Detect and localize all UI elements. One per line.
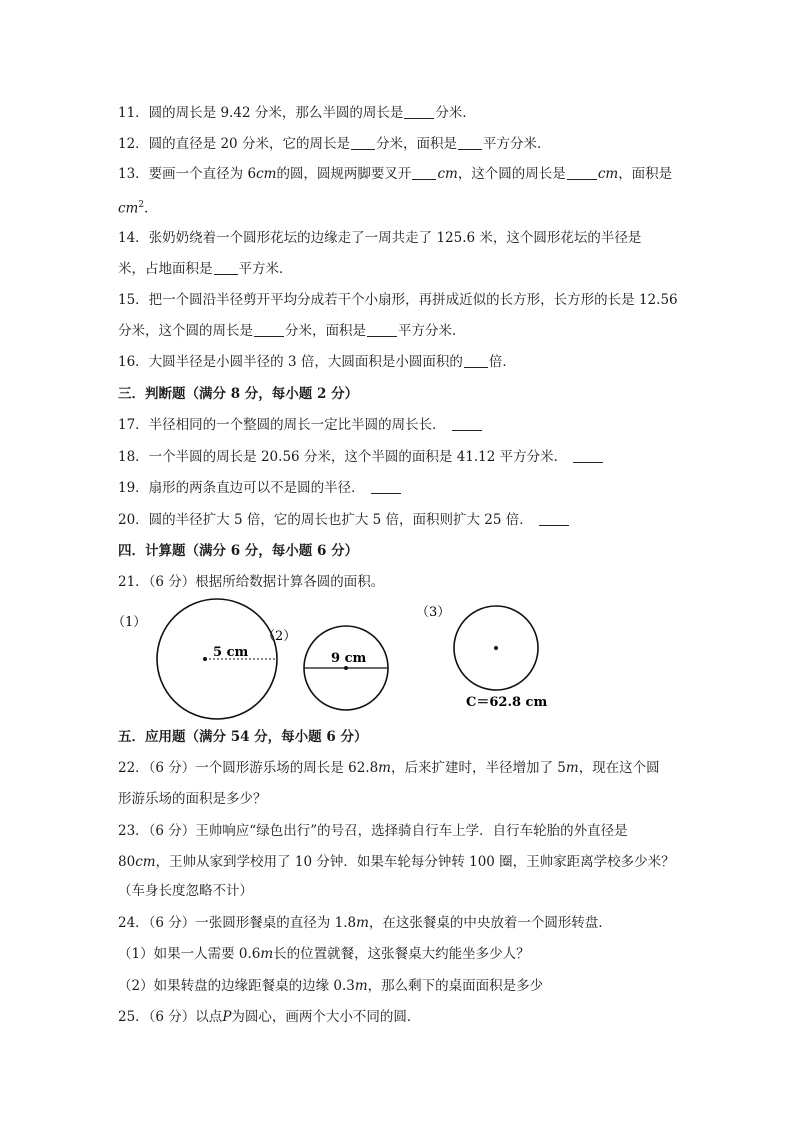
question-11: 11．圆的周长是 9.42 分米，那么半圆的周长是 分米． (118, 105, 476, 121)
section-heading-3: 三．判断题（满分 8 分，每小题 2 分） (118, 386, 359, 402)
question-12: 12．圆的直径是 20 分米，它的周长是 分米，面积是 平方分米． (118, 136, 551, 152)
section-heading-4: 四．计算题（满分 6 分，每小题 6 分） (118, 543, 359, 559)
figure-label-1: （1） (112, 615, 147, 630)
figure-label-2: （2） (262, 629, 297, 644)
question-17: 17．半径相同的一个整圆的周长一定比半圆的周长长． (118, 416, 483, 434)
circle-3-center (494, 646, 498, 650)
question-24-part1: （1）如果一人需要 0.6m长的位置就餐，这张餐桌大约能坐多少人？ (118, 946, 530, 962)
circle-3-circumference-label: C＝62.8 cm (466, 695, 548, 710)
figure-label-3: （3） (416, 605, 451, 620)
question-13: 13．要画一个直径为 6cm的圆，圆规两脚要叉开 cm，这个圆的周长是 cm，面积是 (118, 166, 673, 182)
question-14: 14．张奶奶绕着一个圆形花坛的边缘走了一周共走了 125.6 米，这个圆形花坛的半径是 (118, 230, 642, 246)
question-21: 21．（6 分）根据所给数据计算各圆的面积。 (118, 574, 385, 590)
circle-2-center (344, 666, 348, 670)
question-23: 23．（6 分）王帅响应“绿色出行”的号召，选择骑自行车上学．自行车轮胎的外直径是 (118, 823, 628, 839)
circle-1-radius-label: 5 cm (213, 645, 249, 660)
circle-2-diameter-label: 9 cm (331, 651, 367, 666)
question-25: 25．（6 分）以点P为圆心，画两个大小不同的圆． (118, 1009, 421, 1025)
question-23-line2: 80cm，王帅从家到学校用了 10 分钟．如果车轮每分钟转 100 圈，王帅家距离学校多少米？ (118, 854, 675, 870)
question-15-line2: 分米，这个圆的周长是 分米，面积是 平方分米． (118, 323, 466, 339)
question-23-line3: （车身长度忽略不计） (118, 883, 253, 899)
question-24-part2: （2）如果转盘的边缘距餐桌的边缘 0.3m，那么剩下的桌面面积是多少 (118, 978, 544, 994)
question-20: 20．圆的半径扩大 5 倍，它的周长也扩大 5 倍，面积则扩大 25 倍． (118, 511, 570, 529)
question-18: 18．一个半圆的周长是 20.56 分米，这个半圆的面积是 41.12 平方分米． (118, 448, 604, 466)
question-15: 15．把一个圆沿半径剪开平均分成若干个小扇形，再拼成近似的长方形，长方形的长是 12.56 (118, 292, 678, 308)
question-24: 24．（6 分）一张圆形餐桌的直径为 1.8m，在这张餐桌的中央放着一个圆形转盘． (118, 915, 612, 931)
question-22-line2: 形游乐场的面积是多少？ (118, 791, 267, 807)
question-16: 16．大圆半径是小圆半径的 3 倍，大圆面积是小圆面积的 倍． (118, 354, 516, 370)
question-22: 22．（6 分）一个圆形游乐场的周长是 62.8m，后来扩建时，半径增加了 5m，现在这个圆 (118, 760, 660, 776)
question-13-line2: $cm^2$． (118, 200, 158, 217)
section-heading-5: 五．应用题（满分 54 分，每小题 6 分） (118, 729, 368, 745)
question-14-line2: 米，占地面积是 平方米． (118, 261, 293, 277)
question-19: 19．扇形的两条直边可以不是圆的半径． (118, 479, 402, 497)
